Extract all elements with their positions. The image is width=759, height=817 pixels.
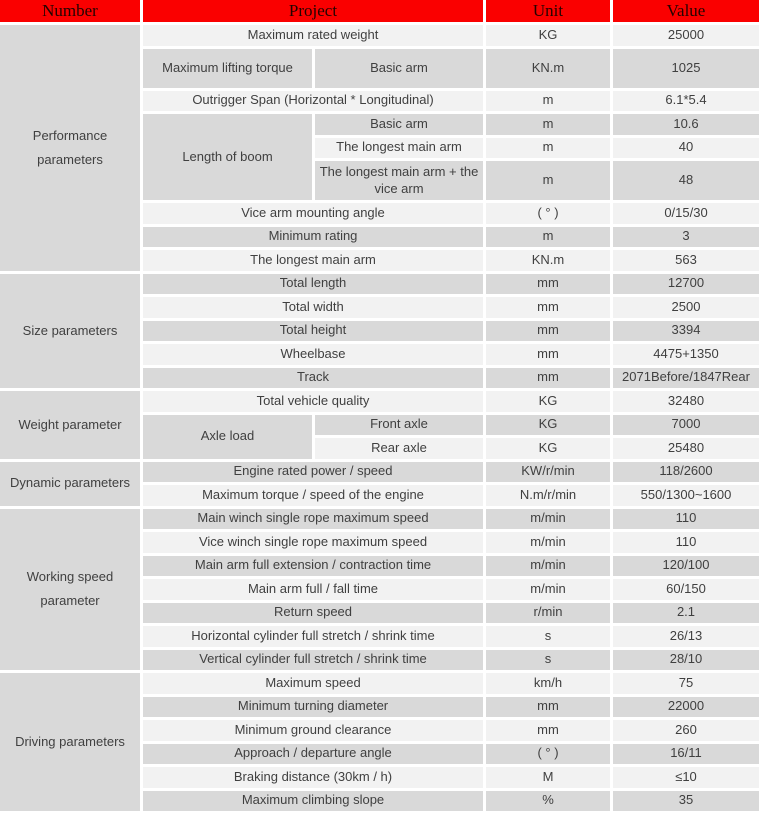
subproject-cell: The longest main arm + the vice arm [315,161,483,200]
unit-cell: N.m/r/min [486,485,610,506]
unit-cell: r/min [486,603,610,624]
value-cell: 110 [613,532,759,553]
project-cell: Maximum torque / speed of the engine [143,485,483,506]
unit-cell: m [486,114,610,135]
unit-cell: s [486,626,610,647]
value-cell: 32480 [613,391,759,412]
category-cell: Performance parameters [0,25,140,271]
value-cell: 16/11 [613,744,759,765]
unit-cell: mm [486,321,610,342]
unit-cell: mm [486,297,610,318]
category-cell: Working speed parameter [0,509,140,671]
value-cell: 35 [613,791,759,812]
project-cell: Main arm full / fall time [143,579,483,600]
value-cell: 4475+1350 [613,344,759,365]
value-cell: 22000 [613,697,759,718]
unit-cell: m/min [486,532,610,553]
project-cell: Approach / departure angle [143,744,483,765]
unit-cell: mm [486,720,610,741]
value-cell: 260 [613,720,759,741]
value-cell: 3 [613,227,759,248]
project-cell: Wheelbase [143,344,483,365]
project-cell: Maximum rated weight [143,25,483,46]
project-cell: Total length [143,274,483,295]
unit-cell: ( ° ) [486,744,610,765]
category-cell: Weight parameter [0,391,140,459]
unit-cell: mm [486,344,610,365]
unit-cell: m/min [486,556,610,577]
project-cell: Engine rated power / speed [143,462,483,483]
project-cell: Main winch single rope maximum speed [143,509,483,530]
project-cell: Braking distance (30km / h) [143,767,483,788]
project-cell: Minimum ground clearance [143,720,483,741]
unit-cell: KG [486,438,610,459]
project-cell: Vice winch single rope maximum speed [143,532,483,553]
value-cell: 12700 [613,274,759,295]
value-cell: 75 [613,673,759,694]
value-cell: 0/15/30 [613,203,759,224]
unit-cell: m/min [486,509,610,530]
project-cell: Total width [143,297,483,318]
table-row [0,274,759,295]
value-cell: 40 [613,138,759,159]
unit-cell: s [486,650,610,671]
table-row [0,25,759,46]
table-row [0,509,759,530]
project-cell: Maximum lifting torque [143,49,312,88]
subproject-cell: Front axle [315,415,483,436]
category-cell: Driving parameters [0,673,140,811]
project-cell: Vertical cylinder full stretch / shrink time [143,650,483,671]
unit-cell: ( ° ) [486,203,610,224]
project-cell: Return speed [143,603,483,624]
value-cell: 563 [613,250,759,271]
project-cell: Maximum speed [143,673,483,694]
subproject-cell: Basic arm [315,49,483,88]
unit-cell: KN.m [486,250,610,271]
column-header-project: Project [143,0,483,22]
unit-cell: KG [486,391,610,412]
project-cell: Outrigger Span (Horizontal * Longitudinal) [143,91,483,112]
column-header-number: Number [0,0,140,22]
value-cell: 48 [613,161,759,200]
value-cell: 110 [613,509,759,530]
value-cell: 118/2600 [613,462,759,483]
value-cell: 7000 [613,415,759,436]
column-header-unit: Unit [486,0,610,22]
value-cell: 28/10 [613,650,759,671]
project-cell: Total vehicle quality [143,391,483,412]
table-row [0,462,759,483]
project-cell: Total height [143,321,483,342]
table-row [0,673,759,694]
unit-cell: m [486,91,610,112]
header-row [0,0,759,22]
value-cell: 60/150 [613,579,759,600]
category-cell: Dynamic parameters [0,462,140,506]
unit-cell: m [486,138,610,159]
value-cell: 550/1300~1600 [613,485,759,506]
value-cell: 1025 [613,49,759,88]
category-cell: Size parameters [0,274,140,389]
unit-cell: KN.m [486,49,610,88]
value-cell: 6.1*5.4 [613,91,759,112]
value-cell: 25000 [613,25,759,46]
value-cell: ≤10 [613,767,759,788]
project-cell: Vice arm mounting angle [143,203,483,224]
spec-table-body [0,25,759,811]
project-cell: Horizontal cylinder full stretch / shrink time [143,626,483,647]
value-cell: 2500 [613,297,759,318]
project-cell: Main arm full extension / contraction time [143,556,483,577]
project-cell: Axle load [143,415,312,459]
unit-cell: m/min [486,579,610,600]
unit-cell: mm [486,274,610,295]
unit-cell: % [486,791,610,812]
unit-cell: KG [486,415,610,436]
table-row [0,391,759,412]
unit-cell: m [486,227,610,248]
value-cell: 2.1 [613,603,759,624]
unit-cell: M [486,767,610,788]
value-cell: 2071Before/1847Rear [613,368,759,389]
value-cell: 3394 [613,321,759,342]
value-cell: 10.6 [613,114,759,135]
project-cell: Length of boom [143,114,312,200]
value-cell: 120/100 [613,556,759,577]
unit-cell: km/h [486,673,610,694]
value-cell: 26/13 [613,626,759,647]
unit-cell: mm [486,368,610,389]
unit-cell: mm [486,697,610,718]
project-cell: Minimum turning diameter [143,697,483,718]
subproject-cell: The longest main arm [315,138,483,159]
project-cell: Minimum rating [143,227,483,248]
unit-cell: KG [486,25,610,46]
unit-cell: m [486,161,610,200]
value-cell: 25480 [613,438,759,459]
project-cell: Maximum climbing slope [143,791,483,812]
project-cell: The longest main arm [143,250,483,271]
subproject-cell: Basic arm [315,114,483,135]
project-cell: Track [143,368,483,389]
subproject-cell: Rear axle [315,438,483,459]
column-header-value: Value [613,0,759,22]
unit-cell: KW/r/min [486,462,610,483]
